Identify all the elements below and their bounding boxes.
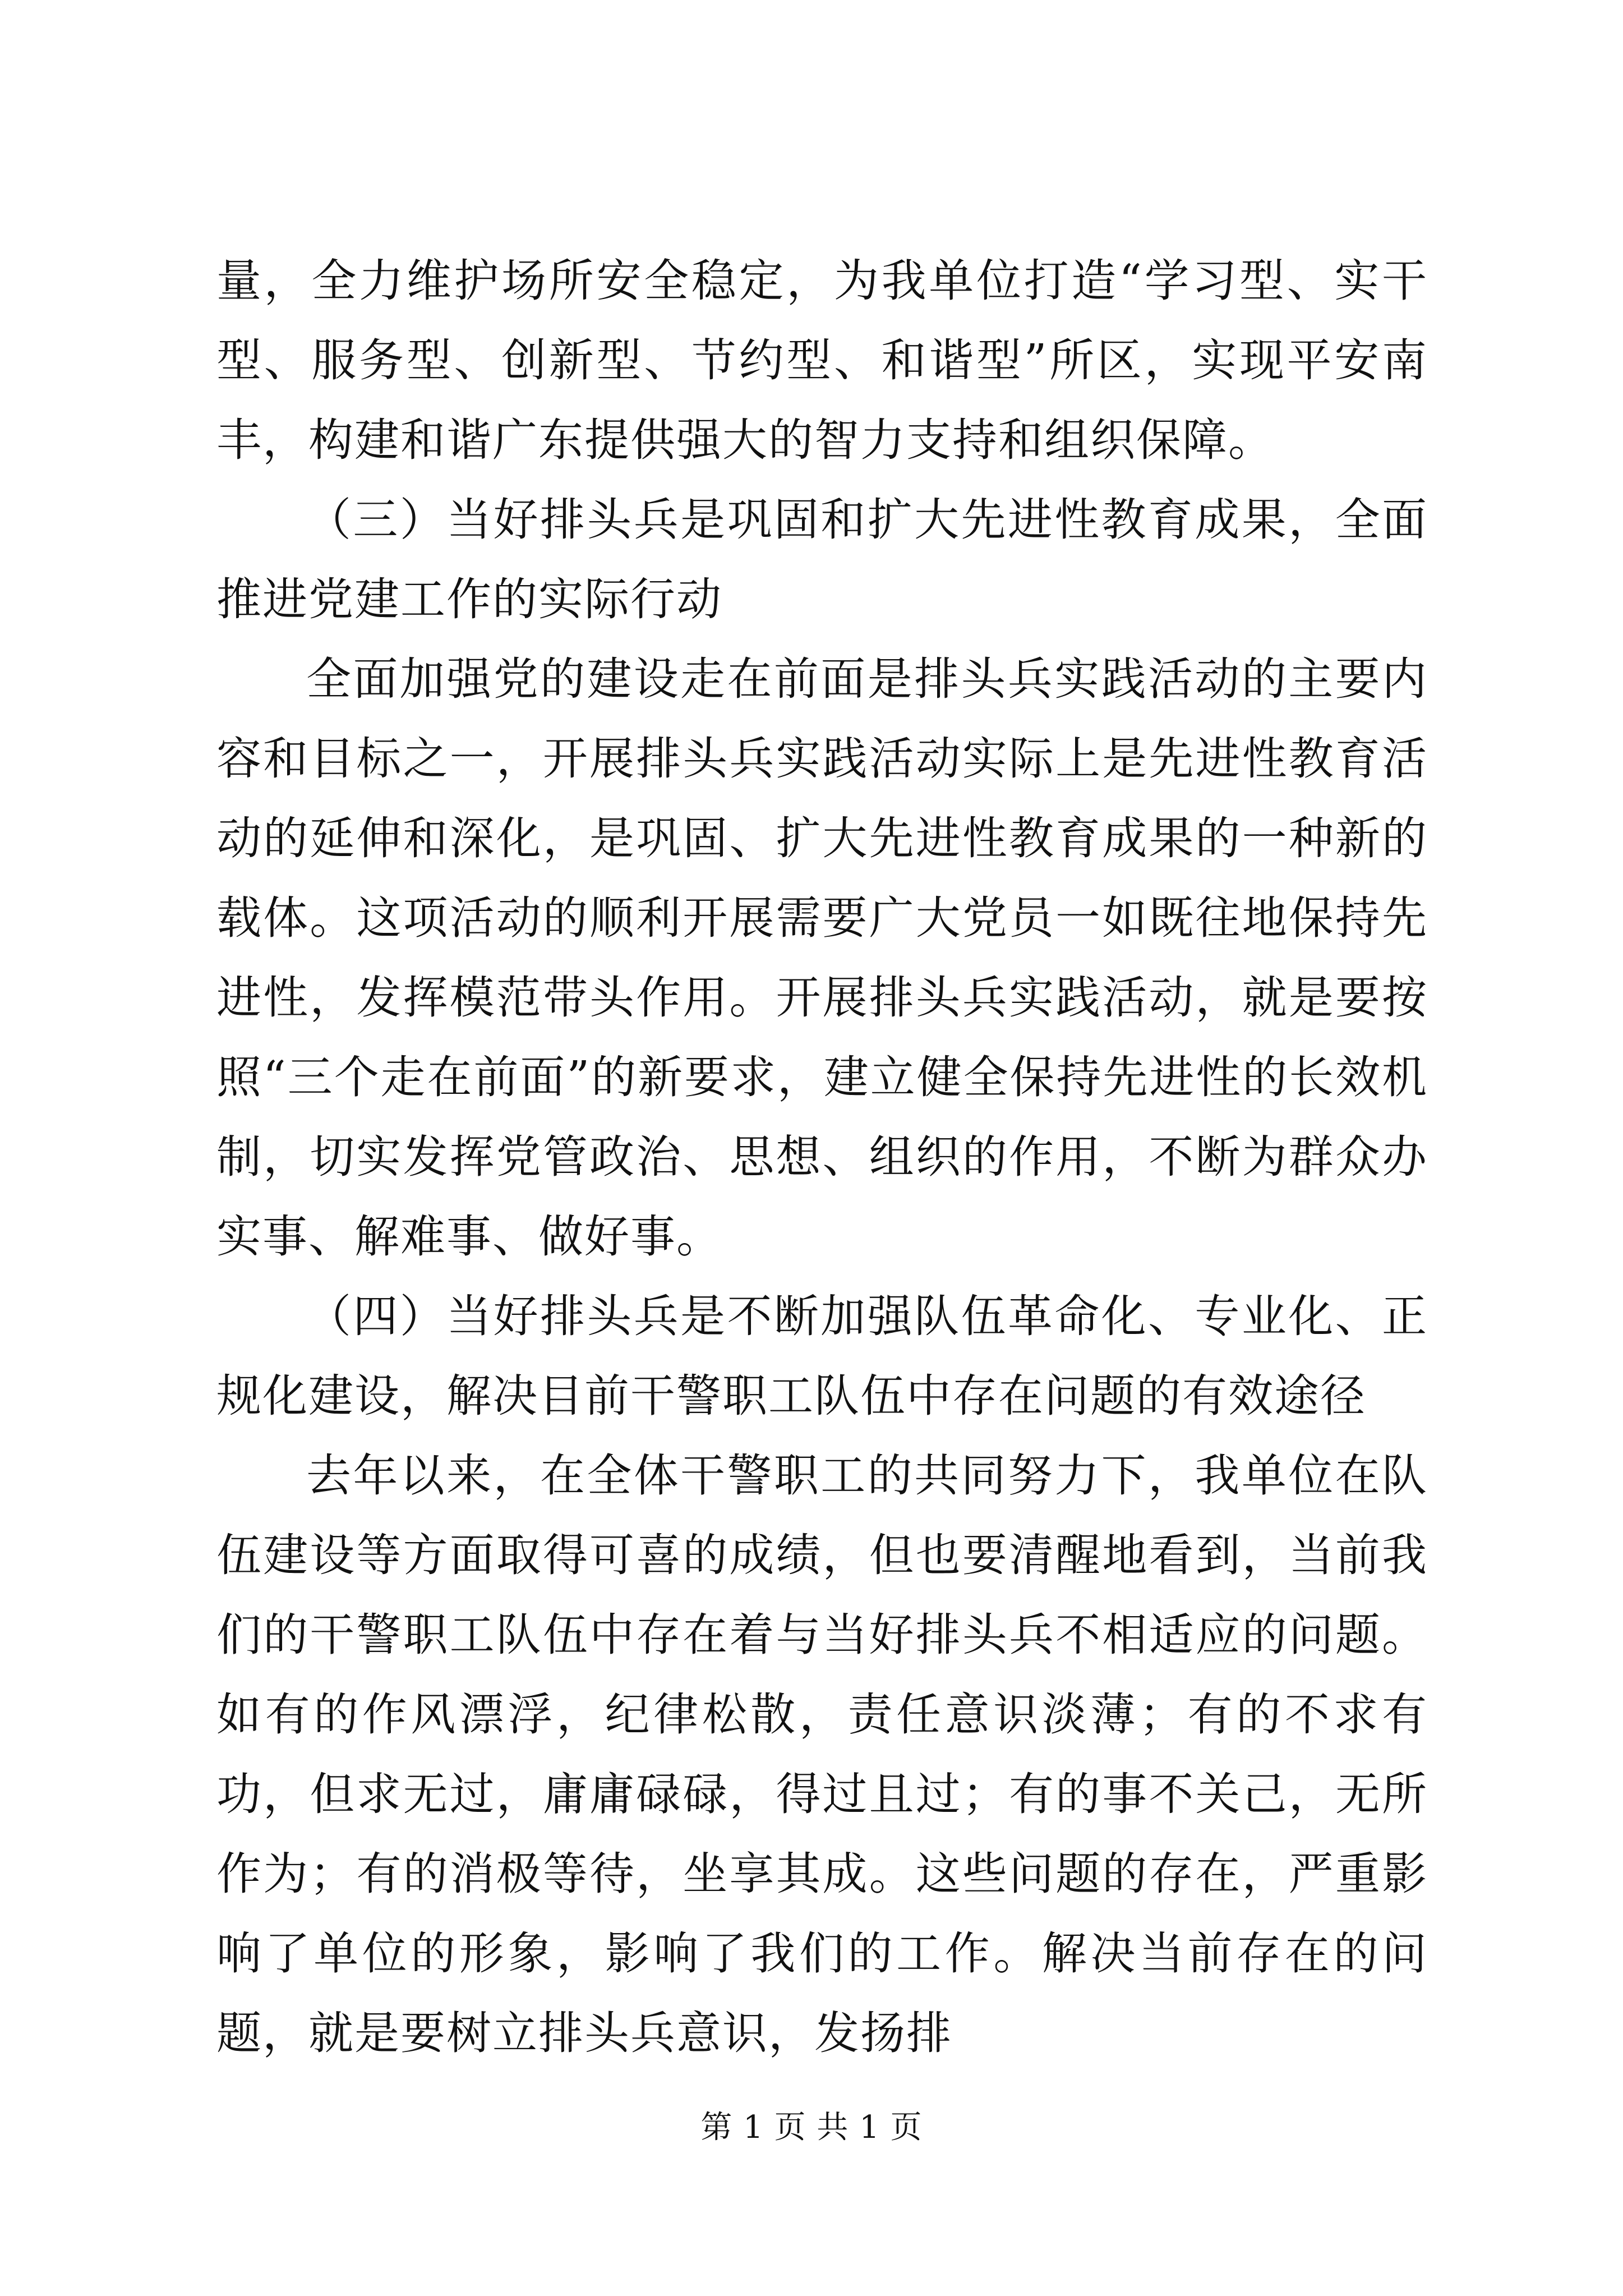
- paragraph-party-building: 全面加强党的建设走在前面是排头兵实践活动的主要内容和目标之一，开展排头兵实践活动实际上是先进性教育活动的延伸和深化，是巩固、扩大先进性教育成果的一种新的载体。这项活动的顺利开展需要广大党员一如既往地保持先进性，发挥模范带头作用。开展排头兵实践活动，就是要按照“三个走在前面”的新要求，建立健全保持先进性的长效机制，切实发挥党管政治、思想、组织的作用，不断为群众办实事、解难事、做好事。: [216, 653, 1428, 1263]
- paragraph-continuation: 量，全力维护场所安全稳定，为我单位打造“学习型、实干型、服务型、创新型、节约型、和谐型”所区，实现平安南丰，构建和谐广东提供强大的智力支持和组织保障。: [216, 255, 1428, 466]
- document-body: [216, 241, 1428, 2073]
- section-heading-four: （四）当好排头兵是不断加强队伍革命化、专业化、正规化建设，解决目前干警职工队伍中存在问题的有效途径: [216, 1290, 1428, 1422]
- page-footer: 第 1 页 共 1 页: [700, 2109, 923, 2146]
- section-heading-three: （三）当好排头兵是巩固和扩大先进性教育成果，全面推进党建工作的实际行动: [216, 494, 1428, 625]
- paragraph-team-problems: 去年以来，在全体干警职工的共同努力下，我单位在队伍建设等方面取得可喜的成绩，但也要清醒地看到，当前我们的干警职工队伍中存在着与当好排头兵不相适应的问题。如有的作风漂浮，纪律松散，责任意识淡薄；有的不求有功，但求无过，庸庸碌碌，得过且过；有的事不关己，无所作为；有的消极等待，坐享其成。这些问题的存在，严重影响了单位的形象，影响了我们的工作。解决当前存在的问题，就是要树立排头兵意识，发扬排: [216, 1450, 1428, 2059]
